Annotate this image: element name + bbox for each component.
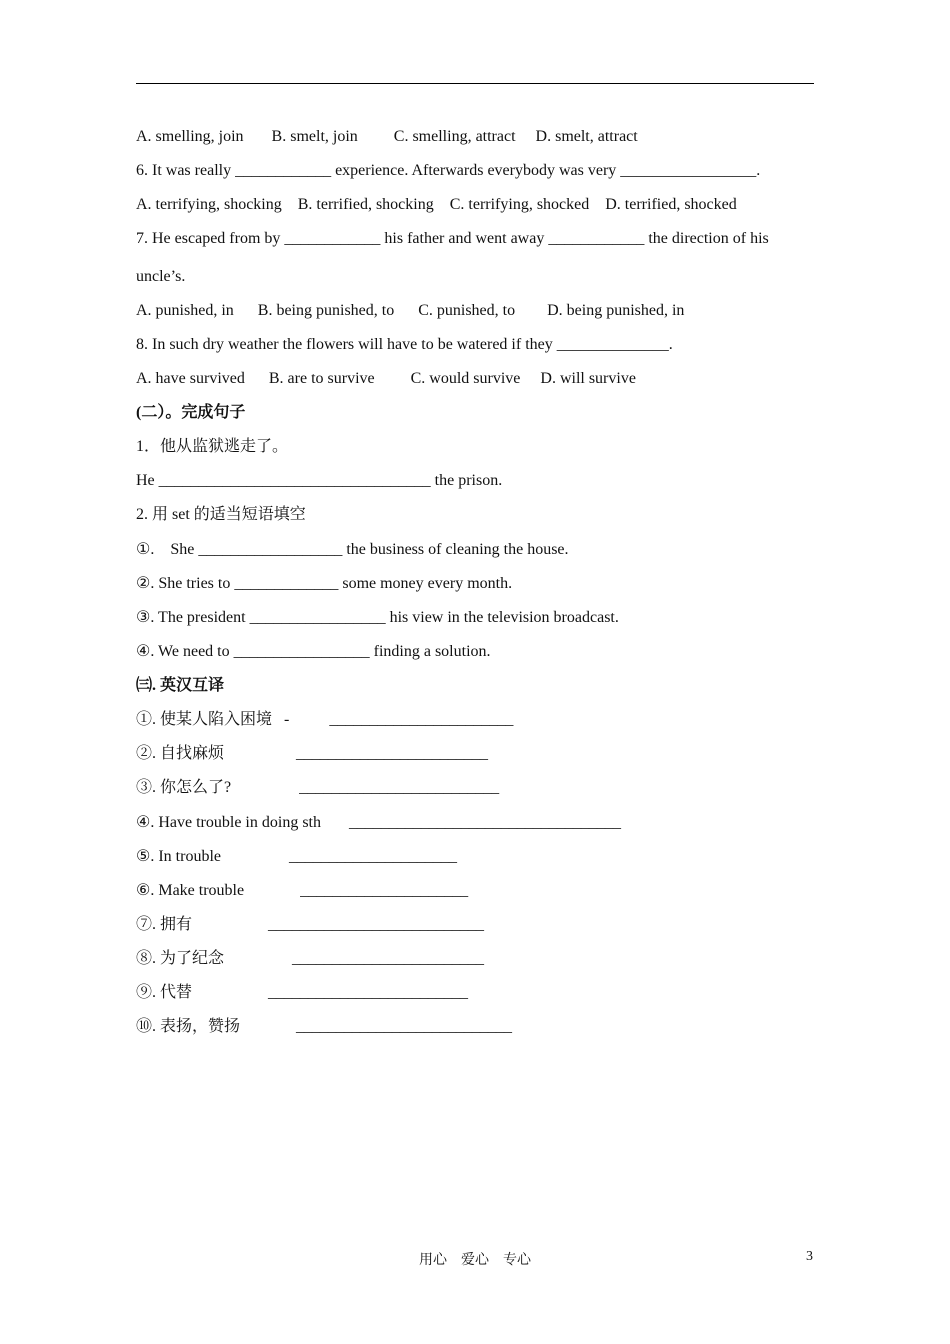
translate-item-10: ⑩. 表扬，赞扬 ___________________________: [136, 1018, 513, 1035]
sentence-2-prompt: 2. 用 set 的适当短语填空: [136, 506, 306, 523]
q6-stem: 6. It was really ____________ experience. Afterwards everybody was very _________________.: [136, 162, 761, 179]
q7-stem-continued: uncle’s.: [136, 268, 186, 285]
translate-item-3: ③. 你怎么了? _________________________: [136, 779, 500, 796]
translate-item-5: ⑤. In trouble _____________________: [136, 848, 457, 865]
q8-options: A. have survived B. are to survive C. would survive D. will survive: [136, 370, 636, 387]
header-rule: [136, 83, 814, 84]
set-item-3: ③. The president _________________ his view in the television broadcast.: [136, 609, 619, 626]
footer-motto: 用心 爱心 专心: [419, 1253, 531, 1268]
translate-item-9: ⑨. 代替 _________________________: [136, 984, 469, 1001]
q7-options: A. punished, in B. being punished, to C. punished, to D. being punished, in: [136, 302, 685, 319]
translate-item-7: ⑦. 拥有 ___________________________: [136, 916, 485, 933]
set-item-2: ②. She tries to _____________ some money every month.: [136, 575, 513, 592]
page-number: 3: [806, 1249, 813, 1264]
section-3-heading: ㈢. 英汉互译: [136, 677, 225, 694]
q6-options: A. terrifying, shocking B. terrified, shocking C. terrifying, shocked D. terrified, shocked: [136, 196, 737, 213]
section-2-heading: (二）。完成句子: [136, 404, 246, 421]
sentence-1-prompt: 1．他从监狱逃走了。: [136, 438, 289, 455]
q5-options: A. smelling, join B. smelt, join C. smelling, attract D. smelt, attract: [136, 128, 638, 145]
translate-item-1: ①. 使某人陷入困境 - _______________________: [136, 711, 514, 728]
translate-item-4: ④. Have trouble in doing sth __________________________________: [136, 814, 621, 831]
q8-stem: 8. In such dry weather the flowers will have to be watered if they ______________.: [136, 336, 673, 353]
translate-item-2: ②. 自找麻烦 ________________________: [136, 745, 489, 762]
set-item-1: ①. She __________________ the business of cleaning the house.: [136, 541, 569, 558]
sentence-1-blank: He __________________________________ the prison.: [136, 472, 503, 489]
set-item-4: ④. We need to _________________ finding a solution.: [136, 643, 491, 660]
translate-item-6: ⑥. Make trouble _____________________: [136, 882, 469, 899]
q7-stem: 7. He escaped from by ____________ his father and went away ____________ the direction of his: [136, 230, 769, 247]
translate-item-8: ⑧. 为了纪念 ________________________: [136, 950, 485, 967]
